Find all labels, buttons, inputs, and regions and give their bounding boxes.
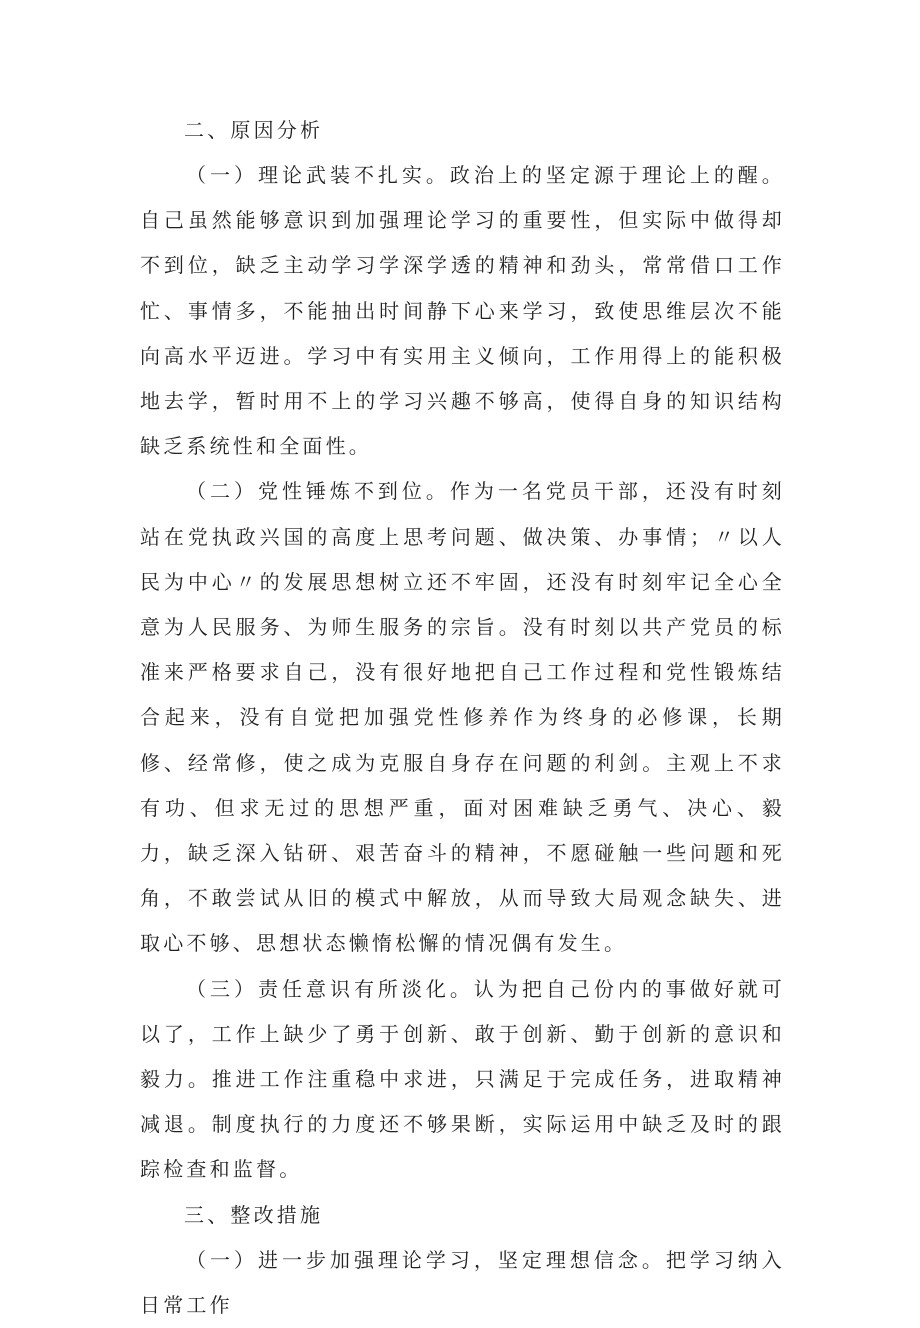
paragraph-responsibility: （三）责任意识有所淡化。认为把自己份内的事做好就可以了，工作上缺少了勇于创新、敢于创新、勤于创新的意识和毅力。推进工作注重稳中求进，只满足于完成任务，进取精神减退。制度执行的力度还不够果断，实际运用中缺乏及时的跟踪检查和监督。 (140, 976, 785, 1182)
document-page (140, 108, 785, 1328)
section-heading-rectification: 三、整改措施 (184, 1202, 324, 1227)
section-heading-cause-analysis: 二、原因分析 (184, 118, 324, 142)
paragraph-strengthen-study: （一）进一步加强理论学习，坚定理想信念。把学习纳入日常工作 (140, 1247, 785, 1317)
paragraph-party-spirit: （二）党性锤炼不到位。作为一名党员干部，还没有时刻站在党执政兴国的高度上思考问题、做决策、办事情；〃以人民为中心〃的发展思想树立还不牢固，还没有时刻牢记全心全意为人民服务、为师生服务的宗旨。没有时刻以共产党员的标准来严格要求自己，没有很好地把自己工作过程和党性锻炼结合起来，没有自觉把加强党性修养作为终身的必修课，长期修、经常修，使之成为克服自身存在问题的利剑。主观上不求有功、但求无过的思想严重，面对困难缺乏勇气、决心、毅力，缺乏深入钻研、艰苦奋斗的精神，不愿碰触一些问题和死角，不敢尝试从旧的模式中解放，从而导致大局观念缺失、进取心不够、思想状态懒惰松懈的情况偶有发生。 (140, 479, 785, 956)
paragraph-theory: （一）理论武装不扎实。政治上的坚定源于理论上的醒。自己虽然能够意识到加强理论学习的重要性，但实际中做得却不到位，缺乏主动学习学深学透的精神和劲头，常常借口工作忙、事情多，不能抽出时间静下心来学习，致使思维层次不能向高水平迈进。学习中有实用主义倾向，工作用得上的能积极地去学，暂时用不上的学习兴趣不够高，使得自身的知识结构缺乏系统性和全面性。 (140, 163, 785, 459)
